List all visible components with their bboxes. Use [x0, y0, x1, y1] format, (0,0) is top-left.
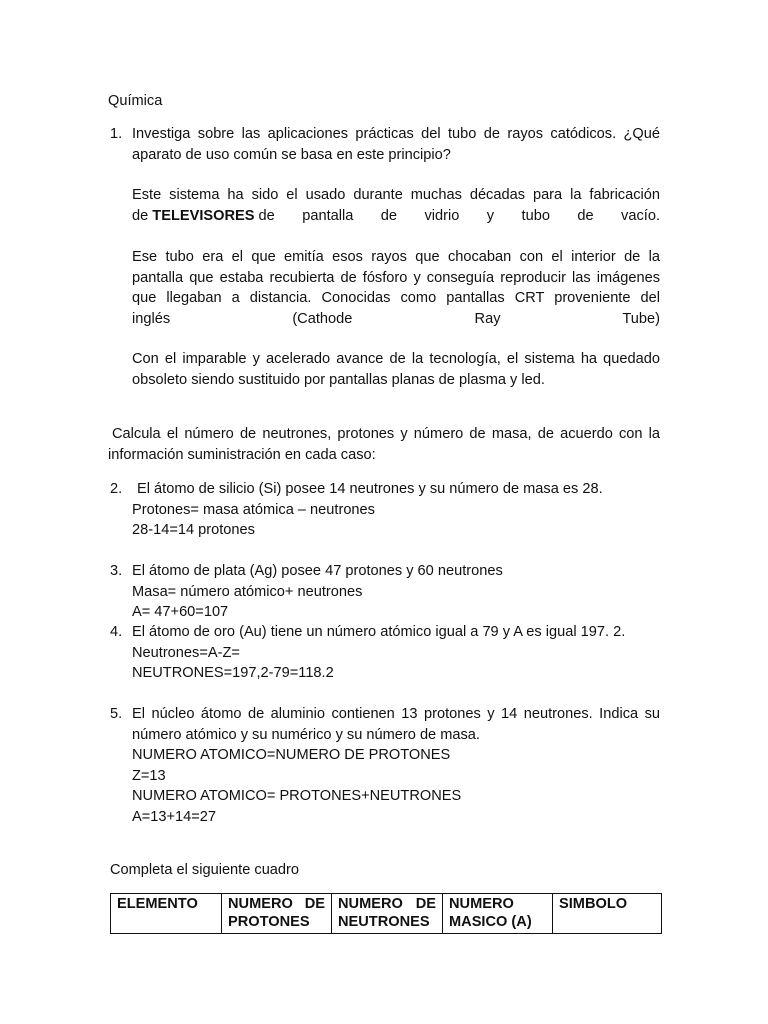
intro-line: información suministración en cada caso: — [108, 446, 376, 463]
q5-line: número atómico y su numérico y su número de masa. — [132, 726, 480, 743]
header-line: NEUTRONES — [338, 913, 430, 930]
q2-line: El átomo de silicio (Si) posee 14 neutrones y su número de masa es 28. — [137, 481, 603, 497]
doc-title: Química — [108, 93, 163, 109]
q1-paragraph-2 — [132, 247, 660, 329]
element-table — [110, 893, 662, 934]
header-line: NUMERO DE — [338, 896, 436, 912]
q2-line: Protones= masa atómica – neutrones — [132, 501, 375, 518]
q1-question-line: aparato de uso común se basa en este principio? — [132, 146, 451, 163]
q4-block — [132, 622, 660, 684]
q2-number: 2. — [110, 481, 123, 497]
q1-p2-line: Ese tubo era el que emitía esos rayos que chocaban con el interior de la — [132, 249, 660, 265]
q1-p3-line: Con el imparable y acelerado avance de la tecnología, el sistema ha quedado — [132, 351, 660, 367]
q1-number: 1. — [110, 126, 123, 142]
table-header-row — [111, 894, 662, 934]
q5-line: NUMERO ATOMICO= PROTONES+NEUTRONES — [132, 788, 462, 804]
q5-line: NUMERO ATOMICO=NUMERO DE PROTONES — [132, 747, 451, 763]
q5-number: 5. — [110, 706, 123, 722]
q5-line: El núcleo átomo de aluminio contienen 13 protones y 14 neutrones. Indica su — [132, 706, 660, 722]
header-simbolo — [553, 894, 662, 934]
q1-question — [132, 124, 660, 165]
q1-p2-line: inglés (Cathode Ray Tube) — [132, 310, 660, 327]
q2-line: 28-14=14 protones — [132, 522, 255, 538]
q4-number: 4. — [110, 624, 123, 640]
q3-number: 3. — [110, 563, 123, 579]
header-line: NUMERO — [449, 896, 514, 912]
q1-question-line: Investiga sobre las aplicaciones prácticas del tubo de rayos catódicos. ¿Qué — [132, 126, 660, 142]
q2-block — [132, 479, 660, 541]
header-line: NUMERO DE — [228, 896, 325, 912]
header-line: ELEMENTO — [117, 896, 198, 912]
intro-line: Calcula el número de neutrones, protones y número de masa, de acuerdo con la — [112, 426, 660, 442]
q4-line: El átomo de oro (Au) tiene un número atómico igual a 79 y A es igual 197. 2. — [132, 624, 626, 640]
header-line: SIMBOLO — [559, 896, 628, 912]
q1-p2-line: pantalla que estaba recubierta de fósforo y conseguía reproducir las imágenes — [132, 269, 660, 286]
q1-p1-rest: de pantalla de vidrio y tubo de vacío. — [258, 207, 660, 224]
intro-paragraph — [108, 424, 660, 465]
televisores-bold: TELEVISORES — [152, 207, 255, 224]
q1-p1-de: de — [132, 207, 149, 224]
q1-paragraph-3 — [132, 349, 660, 390]
q3-line: Masa= número atómico+ neutrones — [132, 583, 363, 600]
q1-p3-line: obsoleto siendo sustituido por pantallas planas de plasma y led. — [132, 371, 545, 388]
q4-line: Neutrones=A-Z= — [132, 644, 240, 661]
header-numero-protones — [222, 894, 332, 934]
q1-p2-line: que llegaban a distancia. Conocidas como pantallas CRT proveniente del — [132, 290, 660, 306]
header-line: MASICO (A) — [449, 913, 532, 930]
header-numero-masico — [443, 894, 553, 934]
q5-line: A=13+14=27 — [132, 808, 216, 825]
q1-p1-line: Este sistema ha sido el usado durante muchas décadas para la fabricación — [132, 187, 660, 203]
header-line: PROTONES — [228, 913, 310, 930]
q3-line: El átomo de plata (Ag) posee 47 protones y 60 neutrones — [132, 563, 503, 579]
q3-block — [132, 561, 660, 623]
header-numero-neutrones — [332, 894, 443, 934]
q1-paragraph-1 — [132, 185, 660, 226]
header-elemento — [111, 894, 222, 934]
q3-line: A= 47+60=107 — [132, 604, 229, 620]
q5-line: Z=13 — [132, 767, 166, 784]
q5-block — [132, 704, 660, 827]
q4-line: NEUTRONES=197,2-79=118.2 — [132, 665, 334, 681]
q1-p1-line — [132, 206, 660, 227]
table-caption: Completa el siguiente cuadro — [110, 862, 300, 878]
